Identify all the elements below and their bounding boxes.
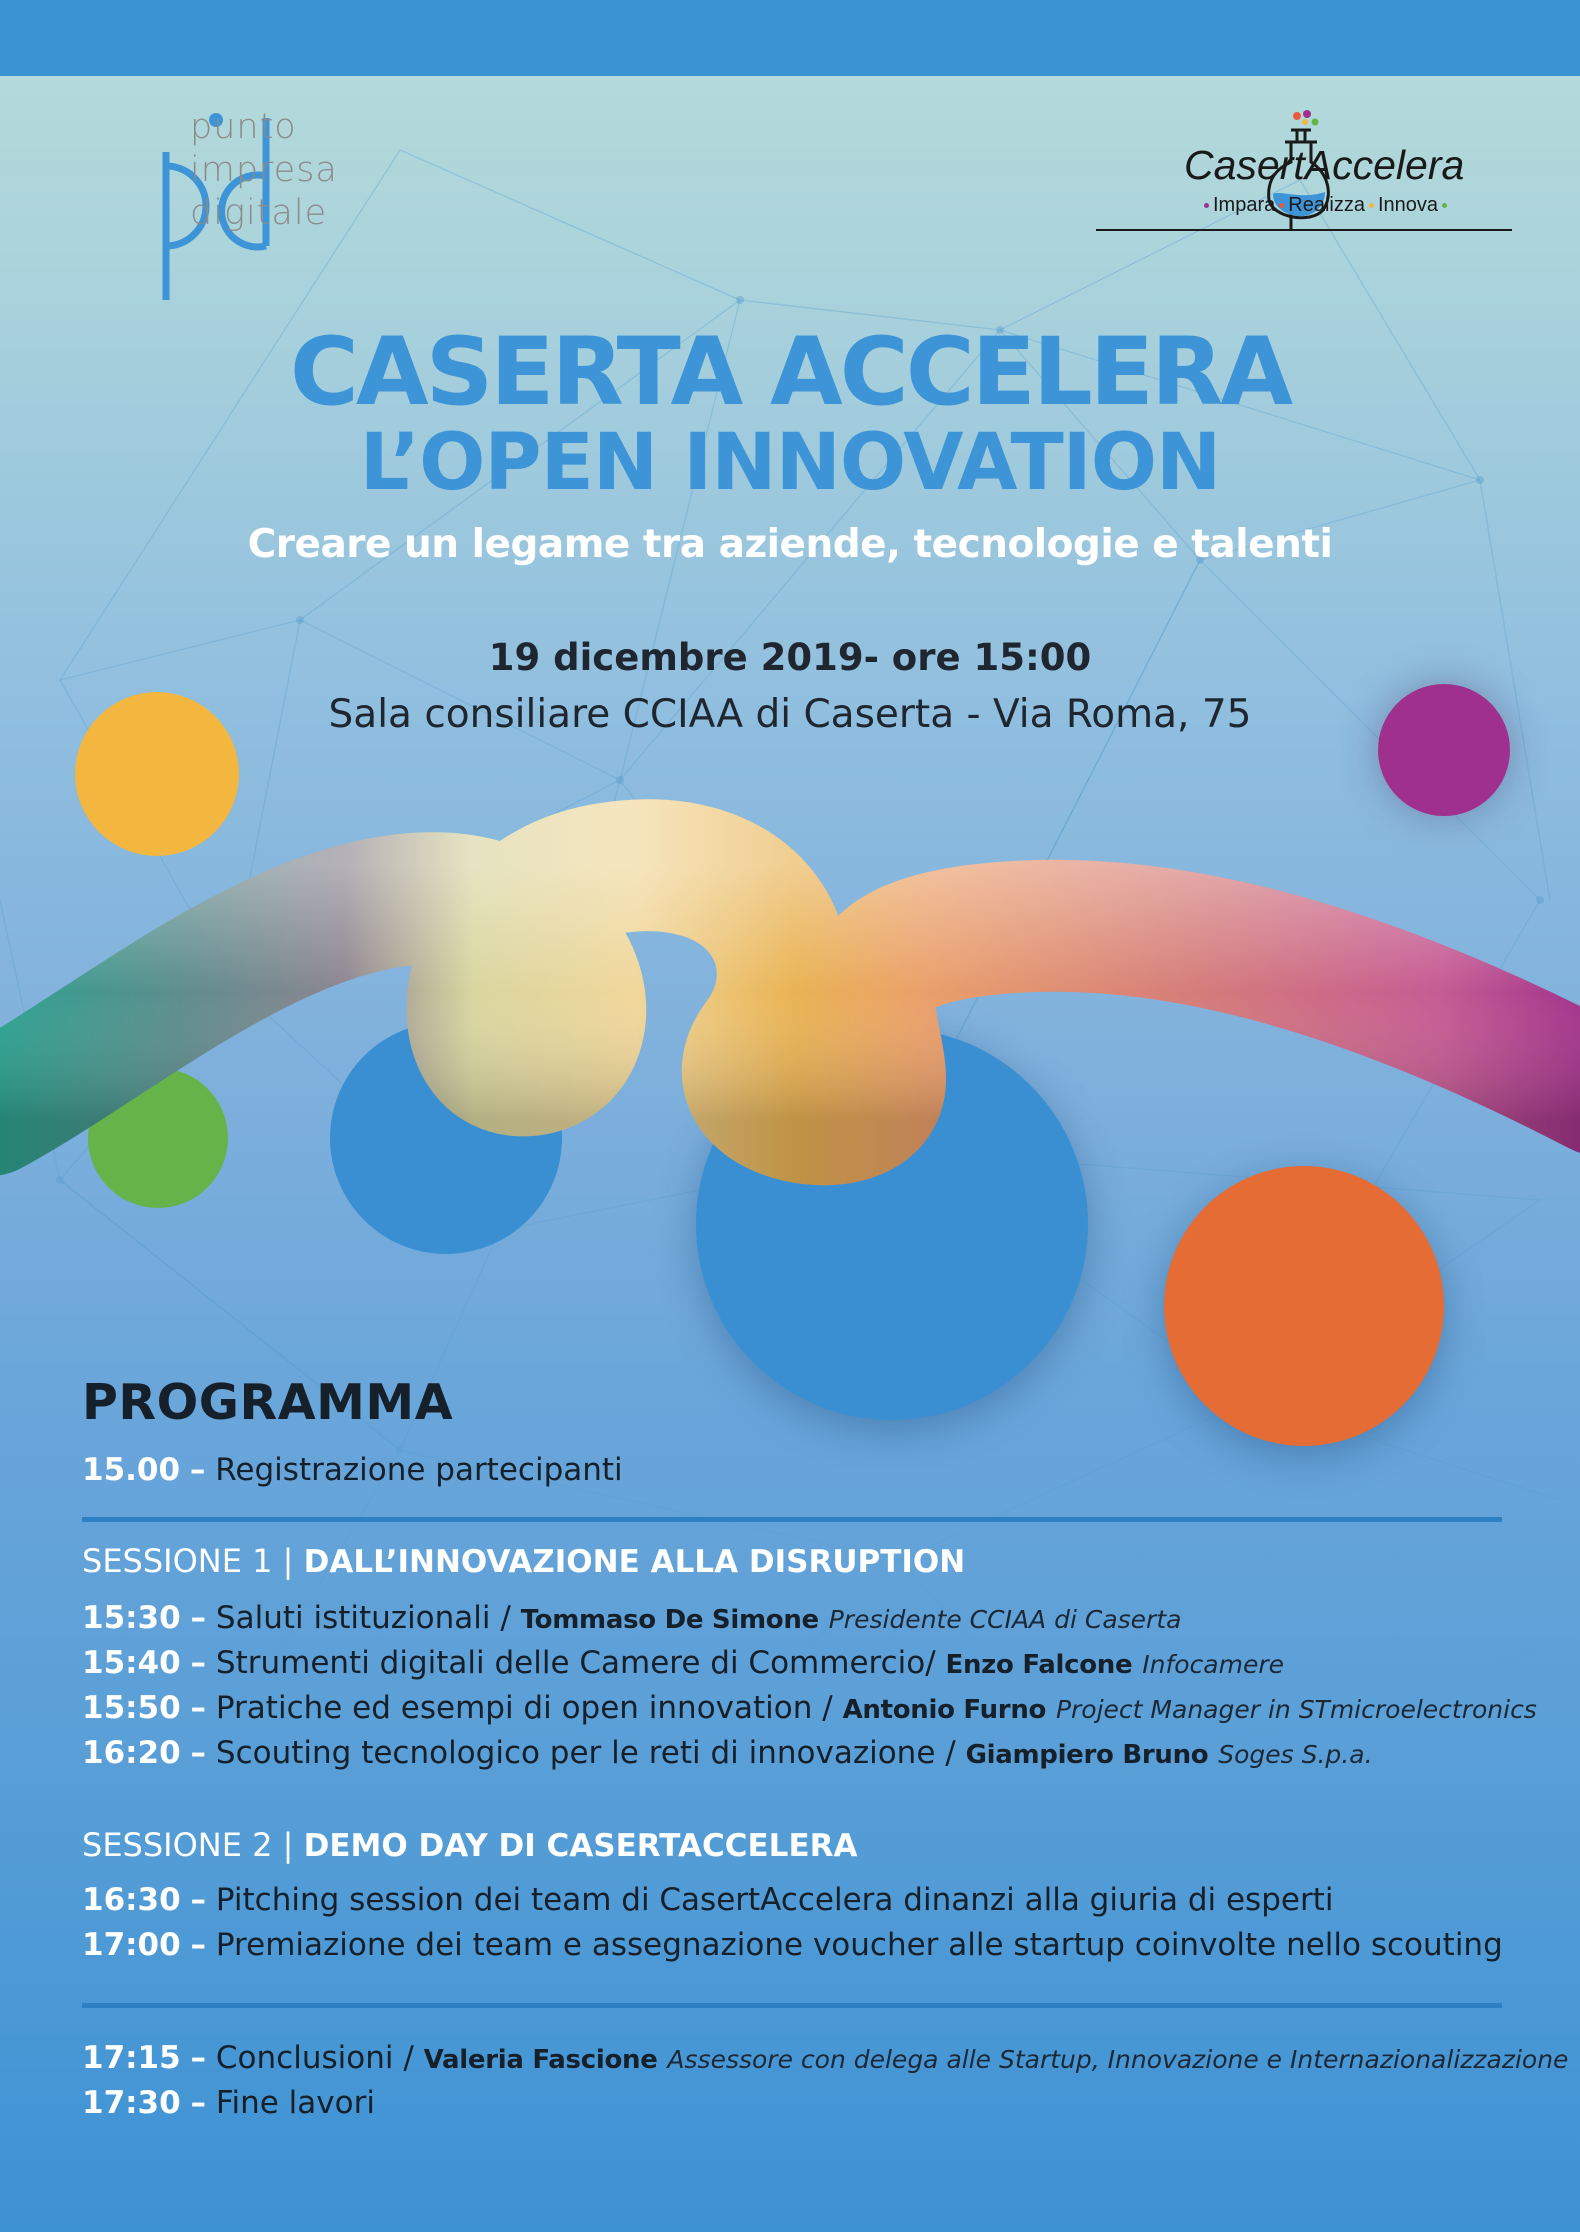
agenda-role: Assessore con delega alle Startup, Innovazione e Internazionalizzazione xyxy=(667,2045,1569,2074)
main-title: CASERTA ACCELERA xyxy=(289,318,1291,427)
agenda-time: 17:00 xyxy=(82,1927,181,1963)
agenda-item-registration xyxy=(82,1450,623,1490)
agenda-dash: – xyxy=(189,1452,206,1488)
agenda-item xyxy=(82,1925,1503,1965)
agenda-talk: Conclusioni xyxy=(215,2040,394,2076)
agenda-talk: Fine lavori xyxy=(215,2085,375,2121)
agenda-talk: Saluti istituzionali xyxy=(215,1600,491,1636)
agenda-talk: Premiazione dei team e assegnazione voucher alle startup coinvolte nello scouting xyxy=(215,1927,1503,1963)
agenda-time: 17:15 xyxy=(82,2040,181,2076)
agenda-talk: Strumenti digitali delle Camere di Commercio xyxy=(215,1645,926,1681)
section-divider xyxy=(82,2003,1502,2008)
agenda-speaker: Tommaso De Simone xyxy=(520,1605,819,1635)
agenda-time: 17:30 xyxy=(82,2085,181,2121)
agenda-item xyxy=(82,1733,1373,1775)
session-title: DALL’INNOVAZIONE ALLA DISRUPTION xyxy=(303,1544,966,1580)
session-2-heading xyxy=(82,1826,857,1864)
session-label: SESSIONE 2 xyxy=(82,1826,273,1864)
agenda-slash: / xyxy=(945,1735,956,1771)
agenda-dash: – xyxy=(190,1882,207,1918)
session-separator: | xyxy=(282,1542,294,1580)
session-label: SESSIONE 1 xyxy=(82,1542,273,1580)
agenda-slash: / xyxy=(822,1690,833,1726)
agenda-dash: – xyxy=(190,1735,207,1771)
agenda-time: 16:30 xyxy=(82,1882,181,1918)
pid-line-1: punto xyxy=(190,107,297,147)
agenda-slash: / xyxy=(500,1600,511,1636)
pid-line-2: impresa xyxy=(190,150,338,190)
agenda-item xyxy=(82,2083,375,2123)
agenda-item xyxy=(82,1643,1284,1685)
pid-logo-text xyxy=(190,106,338,235)
tagline-impara: Impara xyxy=(1213,194,1276,216)
agenda-item xyxy=(82,1598,1181,1640)
subtitle: Creare un legame tra aziende, tecnologie e talenti xyxy=(247,522,1333,567)
agenda-dash: – xyxy=(190,1690,207,1726)
pid-line-3: digitale xyxy=(190,193,328,233)
agenda-time: 15.00 xyxy=(82,1452,181,1488)
agenda-speaker: Giampiero Bruno xyxy=(965,1740,1209,1770)
agenda-slash: / xyxy=(925,1645,936,1681)
programma-heading: PROGRAMMA xyxy=(82,1374,454,1431)
agenda-role: Project Manager in STmicroelectronics xyxy=(1055,1695,1537,1724)
section-divider xyxy=(82,1517,1502,1522)
agenda-role: Infocamere xyxy=(1142,1650,1284,1679)
agenda-item xyxy=(82,1880,1333,1920)
agenda-speaker: Enzo Falcone xyxy=(945,1650,1133,1680)
casertaccelera-logo-name: CasertAccelera xyxy=(1184,142,1465,188)
agenda-dash: – xyxy=(190,1927,207,1963)
logo-underline xyxy=(1096,229,1512,231)
agenda-talk: Pitching session dei team di CasertAccelera dinanzi alla giuria di esperti xyxy=(215,1882,1334,1918)
agenda-time: 15:30 xyxy=(82,1600,181,1636)
agenda-speaker: Valeria Fascione xyxy=(423,2045,658,2075)
agenda-time: 15:40 xyxy=(82,1645,181,1681)
agenda-role: Soges S.p.a. xyxy=(1218,1740,1373,1769)
agenda-talk: Pratiche ed esempi di open innovation xyxy=(215,1690,813,1726)
tagline-realizza: Realizza xyxy=(1288,194,1365,216)
agenda-time: 16:20 xyxy=(82,1735,181,1771)
casertaccelera-tagline xyxy=(1200,194,1451,217)
event-date: 19 dicembre 2019- ore 15:00 xyxy=(488,636,1092,679)
session-title: DEMO DAY DI CASERTACCELERA xyxy=(303,1828,858,1864)
session-separator: | xyxy=(282,1826,294,1864)
agenda-slash: / xyxy=(403,2040,414,2076)
agenda-speaker: Antonio Furno xyxy=(842,1695,1047,1725)
session-1-heading xyxy=(82,1542,965,1580)
agenda-dash: – xyxy=(190,2040,207,2076)
agenda-item xyxy=(82,1688,1537,1730)
agenda-role: Presidente CCIAA di Caserta xyxy=(828,1605,1182,1634)
agenda-item xyxy=(82,2038,1568,2080)
agenda-dash: – xyxy=(190,1645,207,1681)
main-title-line-2: L’OPEN INNOVATION xyxy=(359,418,1221,508)
event-venue: Sala consiliare CCIAA di Caserta - Via Roma, 75 xyxy=(328,692,1252,737)
agenda-dash: – xyxy=(190,2085,207,2121)
agenda-talk: Registrazione partecipanti xyxy=(215,1452,623,1488)
agenda-time: 15:50 xyxy=(82,1690,181,1726)
agenda-talk: Scouting tecnologico per le reti di innovazione xyxy=(215,1735,936,1771)
tagline-innova: Innova xyxy=(1377,194,1439,216)
agenda-dash: – xyxy=(190,1600,207,1636)
